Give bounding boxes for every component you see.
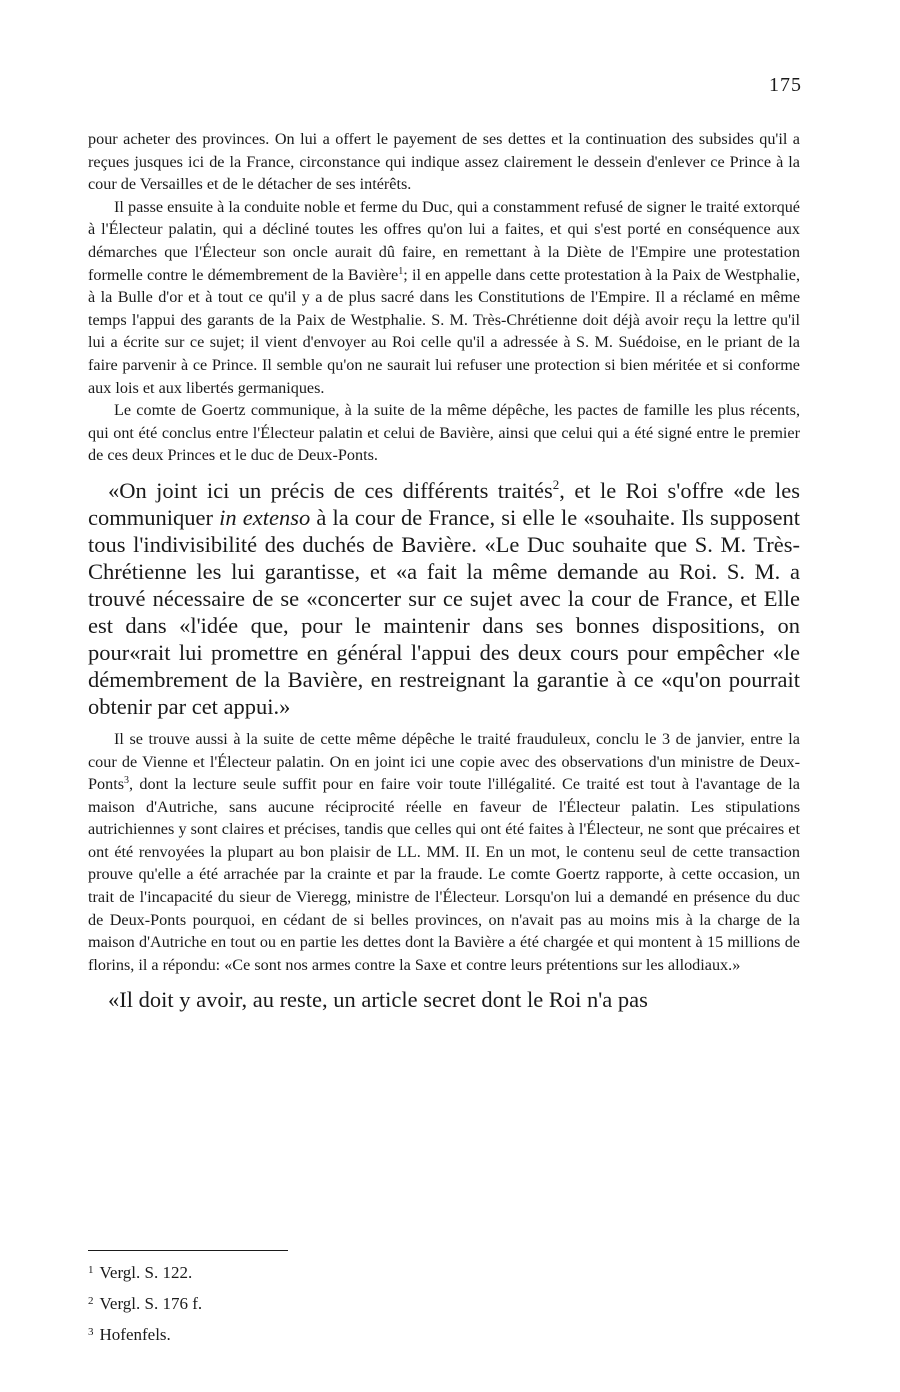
quotation-text: «On joint ici un précis de ces différents traités (108, 477, 553, 503)
paragraph-family-pacts: Le comte de Goertz communique, à la suite de la même dépêche, les pactes de famille les plus récents, qui ont été conclus entre l'Électeur palatin et celui de Bavière, ainsi que celui qui a été signé entre le premier de ces deux Princes et le duc de Deux-Ponts. (88, 401, 800, 465)
quotation-block (88, 477, 800, 720)
paragraph-text: Il passe ensuite à la conduite noble et ferme du Duc, qui a constamment refusé de signer le traité extorqué à l'Électeur palatin, qui a décliné toutes les offres qu'on lui a faites, et qui s'est porté en conséquence aux démarches que l'Électeur son oncle aurait dû faire, en remettant à la Diète de l'Empire une protestation formelle contre le démembrement de la Bavière (88, 197, 800, 284)
quotation-text: , et le Roi s'offre «de les communiquer (88, 477, 800, 530)
footnotes (88, 1256, 488, 1349)
footnote-3 (88, 1318, 488, 1349)
paragraph-text: ; il en appelle dans cette protestation à la Paix de Westphalie, à la Bulle d'or et à tout ce qu'il y a de plus sacré dans les Constitutions de l'Empire. Il a réclamé en même temps l'appui des garants de la Paix de Westphalie. S. M. Très-Chrétienne doit déjà avoir reçu la lettre qu'il lui a écrite sur ce sujet; il vient d'envoyer au Roi celle qu'il a adressée à S. M. Suédoise, en le priant de la faire parvenir à ce Prince. Il semble qu'on ne saurait lui refuser une protection si bien méritée et si conforme aux lois et aux libertés germaniques. (88, 265, 800, 397)
footnote-reference: 1 (398, 265, 404, 277)
page-number: 175 (769, 74, 802, 96)
footnote-text: Hofenfels. (99, 1325, 171, 1344)
paragraph-fraudulent-treaty (88, 728, 800, 977)
footnote-reference: 2 (552, 476, 560, 492)
footnote-mark: 1 (88, 1264, 94, 1276)
paragraph-duke-conduct (88, 196, 800, 399)
paragraph-continuation: pour acheter des provinces. On lui a offert le payement de ses dettes et la continuation des subsides qu'il a reçues jusques ici de la France, circonstance qui indique assez clairement le dessein d'enlever ce Prince à la cour de Versailles et de le détacher de ses intérêts. (88, 130, 800, 194)
paragraph-text: Il se trouve aussi à la suite de cette même dépêche le traité frauduleux, conclu le 3 de janvier, entre la cour de Vienne et l'Électeur palatin. On en joint ici une copie avec des observations d'un ministre de Deux-Ponts (88, 729, 800, 794)
footnote-2 (88, 1287, 488, 1318)
footnote-divider (88, 1250, 288, 1251)
footnote-1 (88, 1256, 488, 1287)
footnote-reference: 3 (124, 775, 129, 787)
footnote-text: Vergl. S. 122. (99, 1263, 193, 1282)
quotation-block-continued: «Il doit y avoir, au reste, un article secret dont le Roi n'a pas (108, 987, 648, 1013)
footnote-text: Vergl. S. 176 f. (99, 1294, 203, 1313)
paragraph-text: , dont la lecture seule suffit pour en faire voir toute l'illégalité. Ce traité est tout à l'avantage de la maison d'Autriche, sans aucune réciprocité réelle en faveur de l'Électeur palatin. Les stipulations autrichiennes y sont claires et précises, tandis que celles qui ont été faites à l'Électeur, ne sont que précaires et ont été renvoyées la plupart au bon plaisir de LL. MM. II. En un mot, le contenu seul de cette transaction prouve qu'elle a été arrachée par la crainte et par la fraude. Le comte Goertz rapporte, à cette occasion, un trait de l'incapacité du sieur de Vieregg, ministre de l'Électeur. Lorsqu'on lui a demandé en présence du duc de Deux-Ponts pourquoi, en cédant de si belles provinces, on n'avait pas au moins mis à la charge de la maison d'Autriche en tout ou en partie les dettes dont la Bavière a été chargée et qui montent à 15 millions de florins, il a répondu: «Ce sont nos armes contre la Saxe et contre leurs prétentions sur les allodiaux.» (88, 775, 800, 974)
quotation-italic: in extenso (219, 504, 311, 530)
quotation-text: à la cour de France, si elle le «souhaite. Ils supposent tous l'indivisibilité des duchés de Bavière. «Le Duc souhaite que S. M. Très-Chrétienne les lui garantisse, et «a fait la même demande au Roi. S. M. a trouvé nécessaire de se «concerter sur ce sujet avec la cour de France, et Elle est dans «l'idée que, pour le maintenir dans ses bonnes dispositions, on pour«rait lui promettre en général l'appui des deux cours pour empêcher «le démembrement de la Bavière, en restreignant la garantie à ce «qu'on pourrait obtenir par cet appui.» (88, 504, 801, 719)
footnote-mark: 3 (88, 1326, 94, 1338)
main-text (88, 128, 800, 1013)
footnote-mark: 2 (88, 1295, 94, 1307)
